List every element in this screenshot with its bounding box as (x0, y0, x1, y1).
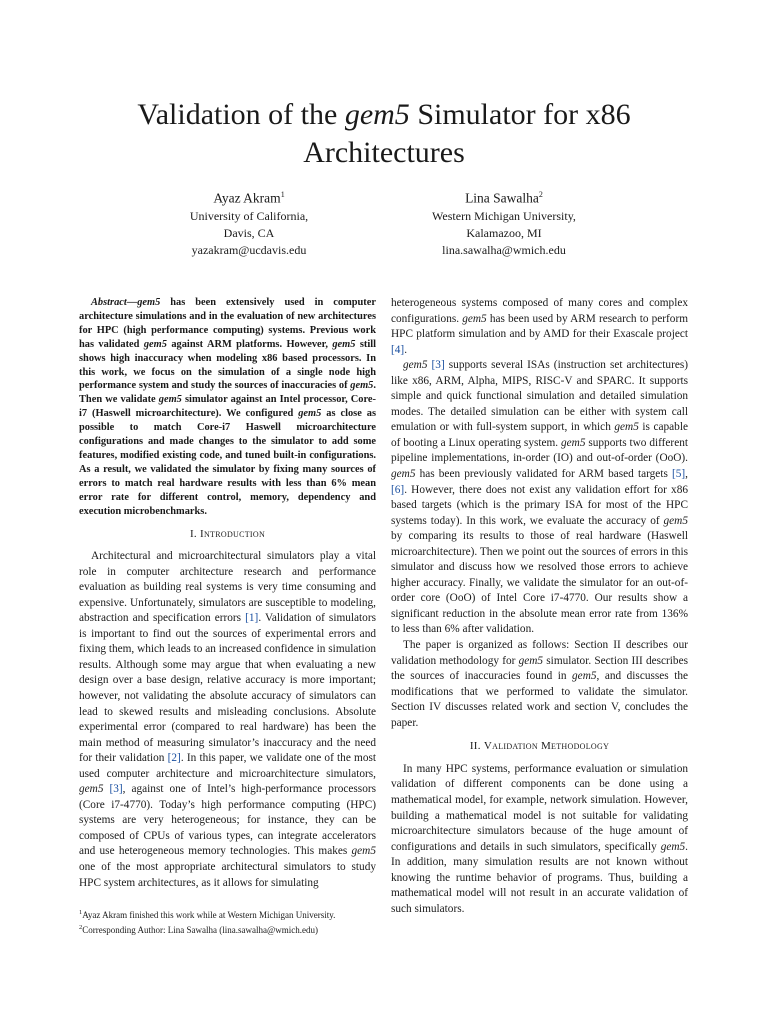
author-name: Ayaz Akram$^1$ (213, 190, 285, 206)
intro-paragraph-1-continued: heterogeneous systems composed of many cores and complex configurations. gem5 has been used by ARM research to perform HPC platform simulation and by AMD for their Exascale project [4]. (391, 297, 688, 356)
author-block-2 (354, 186, 654, 259)
author-location: Kalamazoo, MI (466, 225, 542, 240)
footnote-mark: 2 (538, 190, 543, 199)
intro-paragraph-3: The paper is organized as follows: Section II describes our validation methodology for gem5 simulator. Section III describes the sources of inaccuracies found in gem5, and discusses the modifications that we performed to validate the simulator. Section IV discusses related work and section V, concludes the paper. (391, 639, 688, 729)
citation-link[interactable]: [6] (391, 483, 405, 496)
citation-link[interactable]: [1] (245, 612, 259, 625)
citation-link[interactable]: [3] (109, 783, 123, 796)
left-column (79, 296, 376, 891)
title-part: Validation of the (137, 98, 345, 131)
citation-link[interactable]: [4] (391, 343, 405, 356)
citation-link[interactable]: [5] (671, 468, 686, 481)
author-affiliation: Western Michigan University, (432, 208, 576, 223)
author-name: Lina Sawalha$^2$ (465, 190, 543, 206)
author-affiliation: University of California, (189, 208, 309, 223)
intro-paragraph-2: gem5 [3] supports several ISAs (instruction set architectures) like x86, ARM, Alpha, MIPS, RISC-V and SPARC. It supports simple and quick functional simulation and detailed simulation modes. The detailed simulation can be either with system call emulation or with full-system support, in which gem5 is capable of booting a Linux operating system. gem5 supports two different pipeline implementations, in-order (IO) and out-of-order (OoO). gem5 has been previously validated for ARM based targets [5], [6]. However, there does not exist any validation effort for x86 based targets (which is the primary ISA for most of the HPC systems today). In this work, we evaluate the accuracy of gem5 by comparing its results to those of real hardware (Haswell microarchitecture). Then we point out the sources of errors in this simulator and discuss how we resolved those errors to achieve higher accuracy. Finally, we validate the simulator for an out-of-order core (OoO) of Intel Core i7-4770. Our results show a significant reduction in the absolute mean error rate from 136% to less than 6% after validation. (391, 359, 689, 636)
section-heading-validation-methodology: II. Validation Methodology (469, 740, 610, 753)
author-email: yazakram@ucdavis.edu (191, 242, 307, 257)
method-paragraph-1: In many HPC systems, performance evaluation or simulation validation of different components can be done using a mathematical model, for example, network simulation. However, building a mathematical model is not suitable for validating microarchitecture simulators because of the huge amount of configurations and details in such simulators, specifically gem5. In addition, many simulation results are not known without knowing the runtime behavior of programs. Thus, building a mathematical model will not result in an accurate validation of such simulators. (391, 762, 688, 915)
author-email: lina.sawalha@wmich.edu (442, 242, 566, 257)
citation-link[interactable]: [2] (167, 752, 181, 765)
paper-title (60, 96, 708, 172)
right-column (391, 296, 688, 917)
footnotes (79, 907, 376, 936)
title-part: Simulator for x86 Architectures (303, 98, 631, 169)
footnote-2: $^2$Corresponding Author: Lina Sawalha (lina.sawalha@wmich.edu) (79, 923, 318, 935)
intro-paragraph-1: Architectural and microarchitectural simulators play a vital role in computer architecture research and performance evaluation as building real systems is very time consuming and expensive. Unfortunately, simulators are susceptible to modeling, abstraction and specification errors [1]. Validation of simulators is important to find out the sources of experimental errors and fixing them, which leads to an increased confidence in simulation results. Although some may argue that when evaluating a new design over a base design, relative accuracy is more important; however, not validating the absolute accuracy of simulators can lead to skewed results and misleading conclusions. Absolute experimental error (compared to real hardware) has been the main method of measuring simulator’s inaccuracy and the need for their validation [2]. In this paper, we validate one of the most used computer architecture and microarchitecture simulators, gem5 [3], against one of Intel’s high-performance processors (Core i7-4770). Today’s high performance computing (HPC) systems are very heterogeneous; for instance, they can be composed of CPUs of various types, can integrate accelerators and use heterogeneous memory technologies. This makes gem5 one of the most appropriate architectural simulators to study HPC system architectures, as it allows for simulating (79, 550, 376, 889)
footnote-mark: 1 (280, 190, 285, 199)
section-heading-introduction: I. Introduction (189, 527, 266, 540)
citation-link[interactable]: [3] (431, 359, 445, 372)
abstract: Abstract—gem5 has been extensively used in computer architecture simulations and in the evaluation of new architectures for HPC (high performance computing) systems. Previous work has validated gem5 against ARM platforms. However, gem5 still shows high inaccuracy when modeling x86 based processors. In this work, we focus on the simulation of a single node high performance system and study the sources of inaccuracies of gem5. Then we validate gem5 simulator against an Intel processor, Core-i7 (Haswell microarchitecture). We configured gem5 as close as possible to match Core-i7 Haswell microarchitecture configurations and made changes to the simulator to add some features, modified existing code, and tuned built-in configurations. As a result, we validated the simulator by fixing many sources of errors to match real hardware results with less than 6% mean error rate for different control, memory, dependency and execution microbenchmarks. (79, 297, 377, 517)
title-italic: gem5 (344, 98, 410, 131)
author-location: Davis, CA (223, 225, 275, 240)
footnote-1: $^1$Ayaz Akram finished this work while at Western Michigan University. (79, 909, 336, 920)
